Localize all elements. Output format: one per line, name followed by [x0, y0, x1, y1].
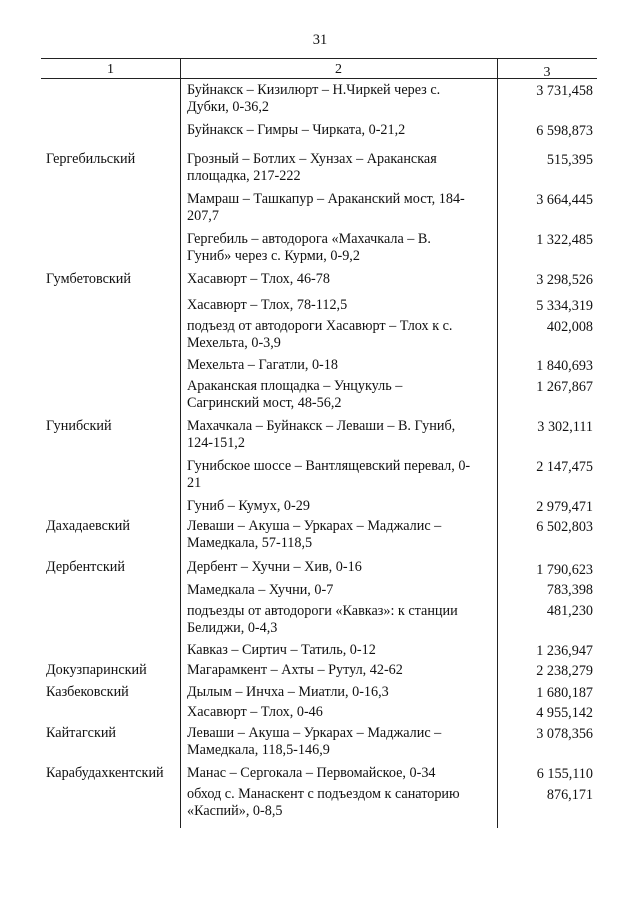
district-cell: Гумбетовский	[46, 271, 131, 287]
length-cell: 876,171	[546, 787, 593, 803]
road-cell: Леваши – Акуша – Уркарах – Маджалис – Мамедкала, 118,5-146,9	[187, 725, 442, 758]
length-cell: 2 238,279	[536, 663, 593, 679]
header-col-1: 1	[107, 62, 114, 77]
length-cell: 3 078,356	[536, 726, 593, 742]
length-cell: 4 955,142	[536, 705, 593, 721]
road-cell: Хасавюрт – Тлох, 46-78	[187, 271, 330, 287]
road-cell: Магарамкент – Ахты – Рутул, 42-62	[187, 662, 403, 678]
road-cell: Дербент – Хучни – Хив, 0-16	[187, 559, 362, 575]
district-cell: Кайтагский	[46, 725, 117, 741]
road-cell: подъезд от автодороги Хасавюрт – Тлох к с. Мехельта, 0-3,9	[187, 318, 453, 351]
road-cell: Мехельта – Гагатли, 0-18	[187, 357, 338, 373]
length-cell: 6 502,803	[536, 519, 593, 535]
length-cell: 2 147,475	[536, 459, 593, 475]
length-cell: 6 598,873	[536, 123, 593, 139]
length-cell: 515,395	[546, 152, 593, 168]
length-cell: 1 267,867	[536, 379, 593, 395]
length-cell: 3 302,111	[537, 419, 593, 435]
road-cell: Гергебиль – автодорога «Махачкала – В. Гуниб» через с. Курми, 0-9,2	[187, 231, 431, 264]
road-cell: Араканская площадка – Унцукуль – Сагринский мост, 48-56,2	[187, 378, 403, 411]
road-cell: Леваши – Акуша – Уркарах – Маджалис – Мамедкала, 57-118,5	[187, 518, 442, 551]
length-cell: 3 298,526	[536, 272, 593, 288]
road-cell: Грозный – Ботлих – Хунзах – Араканская площадка, 217-222	[187, 151, 437, 184]
road-cell: подъезды от автодороги «Кавказ»: к станции Белиджи, 0-4,3	[187, 603, 458, 636]
road-cell: Хасавюрт – Тлох, 0-46	[187, 704, 323, 720]
road-cell: Дылым – Инчха – Миатли, 0-16,3	[187, 684, 389, 700]
road-cell: Махачкала – Буйнакск – Леваши – В. Гуниб, 124-151,2	[187, 418, 456, 451]
length-cell: 783,398	[546, 582, 593, 598]
road-cell: Буйнакск – Гимры – Чирката, 0-21,2	[187, 122, 406, 138]
road-cell: Гуниб – Кумух, 0-29	[187, 498, 310, 514]
length-cell: 1 840,693	[536, 358, 593, 374]
length-cell: 3 664,445	[536, 192, 593, 208]
length-cell: 6 155,110	[536, 766, 593, 782]
road-cell: Буйнакск – Кизилюрт – Н.Чиркей через с. Дубки, 0-36,2	[187, 82, 441, 115]
length-cell: 2 979,471	[536, 499, 593, 515]
road-cell: Манас – Сергокала – Первомайское, 0-34	[187, 765, 436, 781]
road-cell: Гунибское шоссе – Вантлящевский перевал, 0-21	[187, 458, 471, 491]
length-cell: 402,008	[546, 319, 593, 335]
road-cell: Мамедкала – Хучни, 0-7	[187, 582, 334, 598]
road-cell: Кавказ – Сиртич – Татиль, 0-12	[187, 642, 376, 658]
page-number: 31	[312, 32, 328, 48]
district-cell: Гунибский	[46, 418, 112, 434]
header-col-2: 2	[335, 62, 342, 77]
length-cell: 1 790,623	[536, 562, 593, 578]
district-cell: Казбековский	[46, 684, 129, 700]
district-cell: Дахадаевский	[46, 518, 130, 534]
road-cell: Хасавюрт – Тлох, 78-112,5	[187, 297, 348, 313]
road-cell: обход с. Манаскент с подъездом к санаторию «Каспий», 0-8,5	[187, 786, 460, 819]
length-cell: 1 322,485	[536, 232, 593, 248]
length-cell: 3 731,458	[536, 83, 593, 99]
district-cell: Карабудахкентский	[46, 765, 164, 781]
length-cell: 5 334,319	[536, 298, 593, 314]
road-cell: Мамраш – Ташкапур – Араканский мост, 184-207,7	[187, 191, 465, 224]
length-cell: 481,230	[546, 603, 593, 619]
length-cell: 1 236,947	[536, 643, 593, 659]
district-cell: Гергебильский	[46, 151, 136, 167]
district-cell: Дербентский	[46, 559, 125, 575]
length-cell: 1 680,187	[536, 685, 593, 701]
district-cell: Докузпаринский	[46, 662, 147, 678]
header-col-3: 3	[543, 65, 551, 80]
